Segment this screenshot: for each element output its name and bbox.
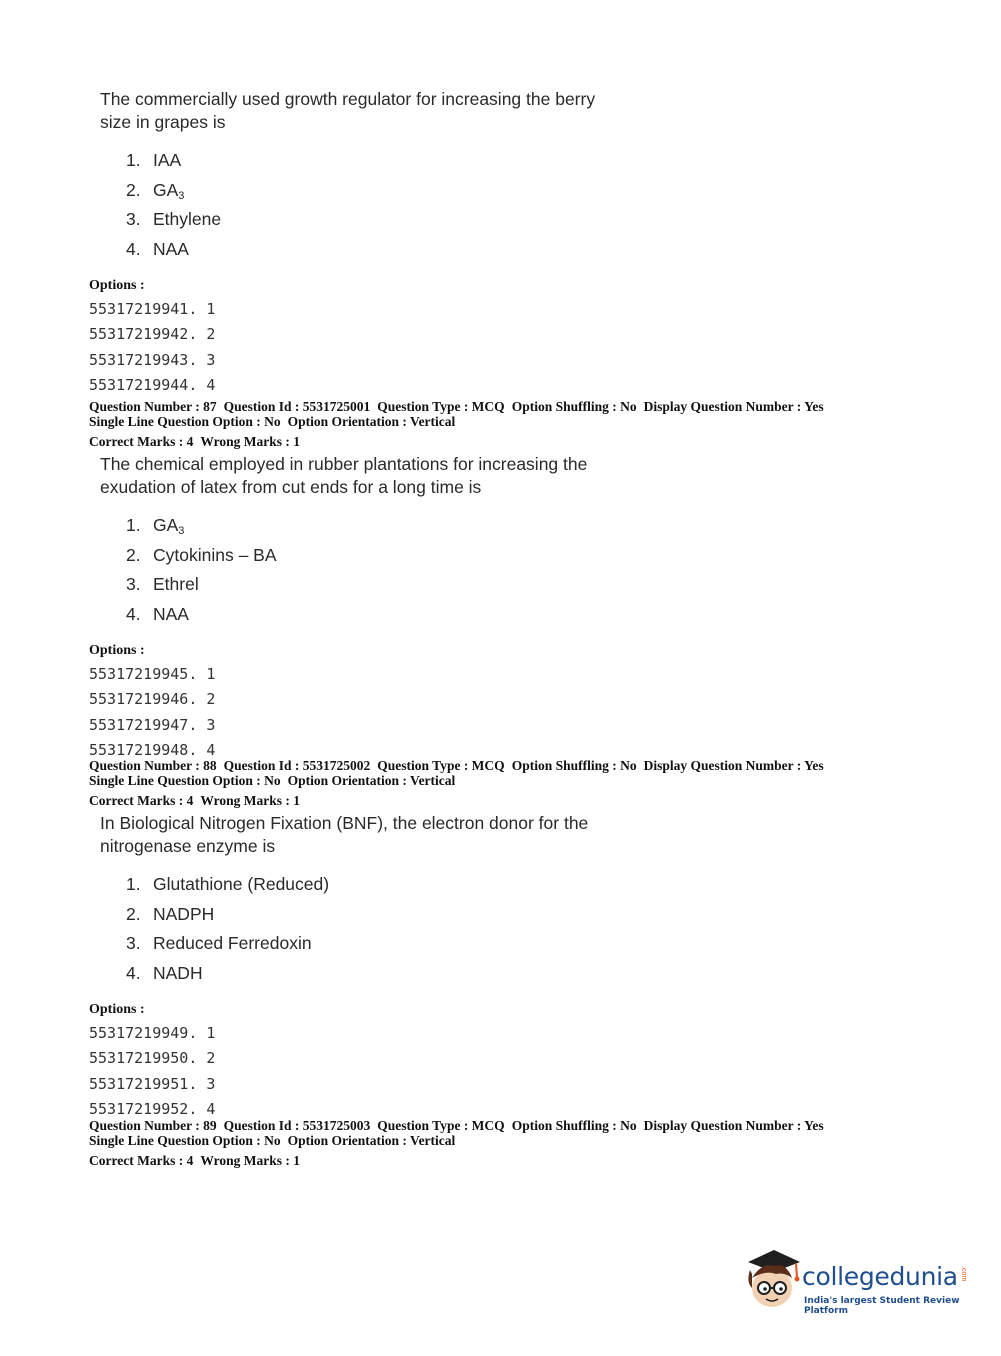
option-id: 55317219946. 2 [89, 690, 216, 709]
option-ids [89, 297, 939, 398]
mascot-icon [740, 1248, 802, 1316]
question-marks: Correct Marks : 4 Wrong Marks : 1 [89, 1153, 300, 1168]
logo-suffix: .com [960, 1266, 967, 1282]
option-id: 55317219952. 4 [89, 1099, 216, 1118]
question-meta-line-2: Single Line Question Option : No Option Orientation : Vertical [89, 773, 456, 788]
option-id: 55317219944. 4 [89, 375, 216, 394]
question-meta-line-1: Question Number : 87 Question Id : 5531725001 Question Type : MCQ Option Shuffling : No Display Question Number : Yes [89, 399, 824, 414]
options-label: Options : [89, 643, 145, 658]
choice-item: 4. NADH [126, 962, 203, 983]
logo-tagline: India's largest Student Review Platform [804, 1296, 960, 1316]
question-88 [89, 758, 939, 1122]
choice-list [126, 873, 939, 991]
logo-wordmark: collegedunia [802, 1262, 958, 1291]
option-ids [89, 1021, 939, 1122]
question-text: The commercially used growth regulator for increasing the berry size in grapes is [100, 89, 596, 132]
choice-item: 1. Glutathione (Reduced) [126, 874, 330, 894]
option-id: 55317219949. 1 [89, 1024, 216, 1042]
choice-item: 1. IAA [126, 150, 182, 170]
option-id: 55317219941. 1 [89, 300, 216, 318]
choice-item: 2. NADPH [126, 903, 215, 924]
question-text: The chemical employed in rubber plantations for increasing the exudation of latex from cut ends for a long time is [100, 454, 588, 497]
choice-item: 1. $GA_3$ [126, 515, 185, 537]
question-text: In Biological Nitrogen Fixation (BNF), the electron donor for the nitrogenase enzyme is [100, 813, 589, 856]
question-marks: Correct Marks : 4 Wrong Marks : 1 [89, 434, 300, 449]
choice-item: 2. Cytokinins – BA [126, 544, 277, 565]
option-id: 55317219943. 3 [89, 350, 216, 369]
option-id: 55317219942. 2 [89, 325, 216, 344]
question-87 [89, 399, 939, 763]
question-86 [89, 88, 939, 398]
choice-list [126, 149, 939, 267]
options-label: Options : [89, 1002, 145, 1017]
choice-item: 3. Ethrel [126, 574, 199, 594]
choice-item: 3. Reduced Ferredoxin [126, 933, 312, 953]
choice-item: 3. Ethylene [126, 209, 222, 229]
options-label: Options : [89, 278, 145, 293]
collegedunia-logo [740, 1248, 970, 1318]
choice-item: 4. NAA [126, 603, 189, 624]
question-meta-line-1: Question Number : 88 Question Id : 5531725002 Question Type : MCQ Option Shuffling : No Display Question Number : Yes [89, 758, 824, 773]
option-id: 55317219948. 4 [89, 740, 216, 759]
question-meta-line-2: Single Line Question Option : No Option Orientation : Vertical [89, 1133, 456, 1148]
option-ids [89, 662, 939, 763]
choice-item: 4. NAA [126, 238, 189, 259]
question-marks: Correct Marks : 4 Wrong Marks : 1 [89, 793, 300, 808]
option-id: 55317219951. 3 [89, 1074, 216, 1093]
question-89 [89, 1118, 939, 1168]
option-id: 55317219947. 3 [89, 715, 216, 734]
question-meta-line-1: Question Number : 89 Question Id : 5531725003 Question Type : MCQ Option Shuffling : No Display Question Number : Yes [89, 1118, 824, 1133]
choice-item: 2. $GA_3$ [126, 179, 185, 202]
option-id: 55317219950. 2 [89, 1049, 216, 1068]
question-meta-line-2: Single Line Question Option : No Option Orientation : Vertical [89, 414, 456, 429]
option-id: 55317219945. 1 [89, 665, 216, 683]
choice-list [126, 514, 939, 632]
